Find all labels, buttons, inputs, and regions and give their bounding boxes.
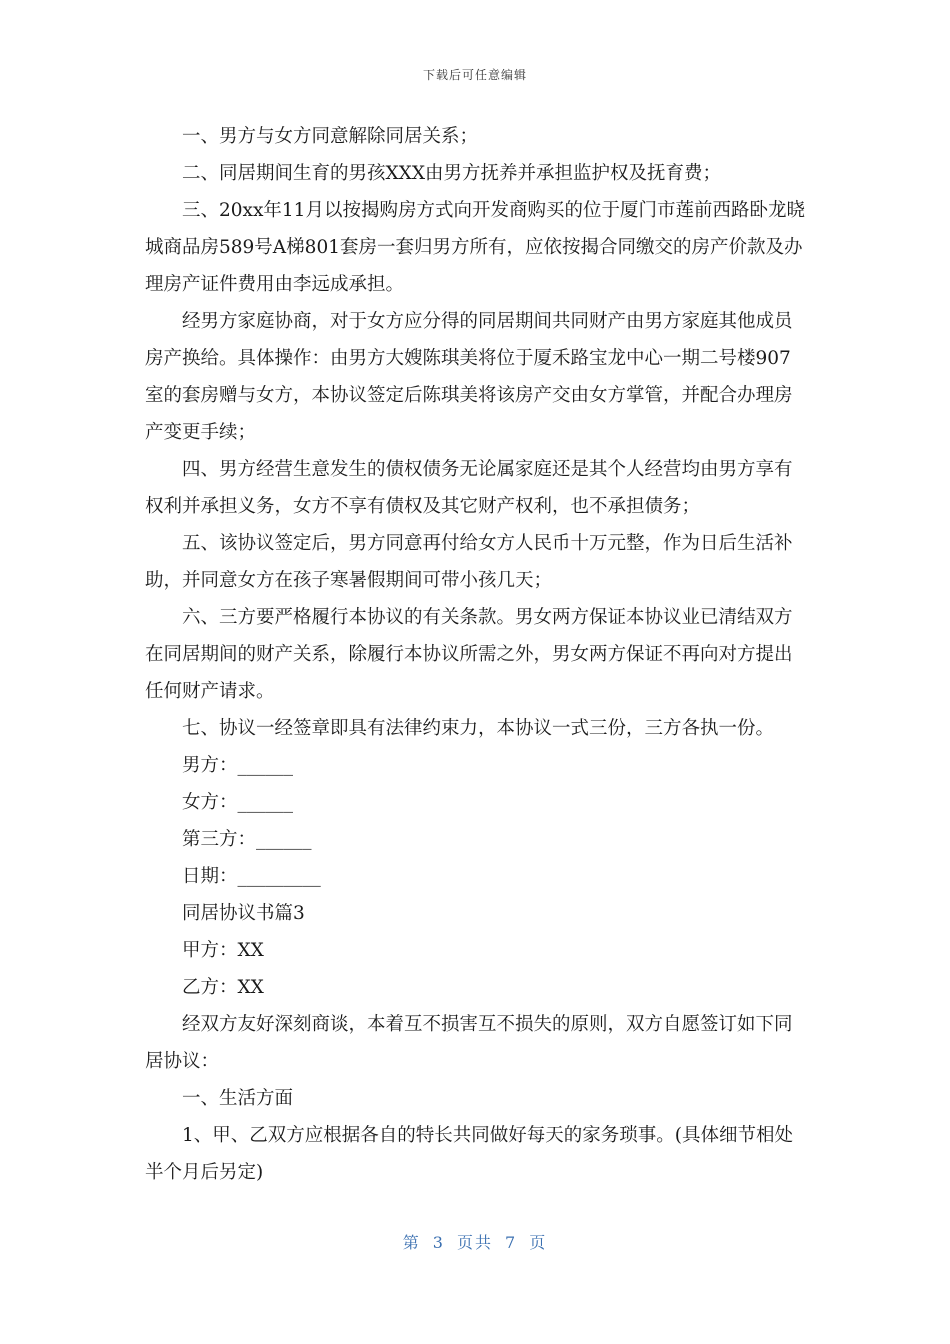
- footer-middle: 页共: [456, 1233, 493, 1252]
- footer-current-page: 3: [432, 1233, 445, 1252]
- signature-date: 日期：_________: [182, 866, 321, 887]
- party-b: 乙方：XX: [182, 977, 264, 998]
- paragraph-clause-2: 二、同居期间生育的男孩XXX由男方抚养并承担监护权及抚育费；: [182, 163, 722, 184]
- paragraph-clause-6: 六、三方要严格履行本协议的有关条款。男女两方保证本协议业已清结双方在同居期间的财产关系，除履行本协议所需之外，男女两方保证不再向对方提出任何财产请求。: [145, 607, 793, 702]
- page-footer: [0, 1230, 950, 1253]
- signature-female-party: 女方：______: [182, 792, 294, 813]
- paragraph-clause-4: 四、男方经营生意发生的债权债务无论属家庭还是其个人经营均由男方享有权利并承担义务，女方不享有债权及其它财产权利，也不承担债务；: [145, 459, 793, 517]
- footer-suffix: 页: [529, 1233, 548, 1252]
- paragraph-life-item-1: 1、甲、乙双方应根据各自的特长共同做好每天的家务琐事。(具体细节相处半个月后另定): [145, 1125, 793, 1183]
- document-body: [145, 118, 805, 1191]
- party-a: 甲方：XX: [182, 940, 264, 961]
- paragraph-preamble: 经双方友好深刻商谈，本着互不损害互不损失的原则，双方自愿签订如下同居协议：: [145, 1014, 793, 1072]
- signature-male-party: 男方：______: [182, 755, 294, 776]
- paragraph-clause-7: 七、协议一经签章即具有法律约束力，本协议一式三份，三方各执一份。: [182, 718, 775, 739]
- footer-total-pages: 7: [505, 1233, 518, 1252]
- paragraph-clause-3: 三、20xx年11月以按揭购房方式向开发商购买的位于厦门市莲前西路卧龙晓城商品房589号A梯801套房一套归男方所有，应依按揭合同缴交的房产价款及办理房产证件费用由李远成承担。: [145, 200, 805, 295]
- paragraph-clause-1: 一、男方与女方同意解除同居关系；: [182, 126, 479, 147]
- paragraph-family-negotiation: 经男方家庭协商，对于女方应分得的同居期间共同财产由男方家庭其他成员房产换给。具体操作：由男方大嫂陈琪美将位于厦禾路宝龙中心一期二号楼907室的套房赠与女方，本协议签定后陈琪美将该房产交由女方掌管，并配合办理房产变更手续；: [145, 311, 793, 443]
- footer-prefix: 第: [402, 1233, 421, 1252]
- signature-third-party: 第三方：______: [182, 829, 312, 850]
- page-header-note: 下载后可任意编辑: [422, 68, 527, 82]
- paragraph-clause-5: 五、该协议签定后，男方同意再付给女方人民币十万元整，作为日后生活补助，并同意女方在孩子寒暑假期间可带小孩几天；: [145, 533, 793, 591]
- section-heading: 同居协议书篇3: [182, 903, 305, 924]
- subsection-heading-life: 一、生活方面: [182, 1088, 294, 1109]
